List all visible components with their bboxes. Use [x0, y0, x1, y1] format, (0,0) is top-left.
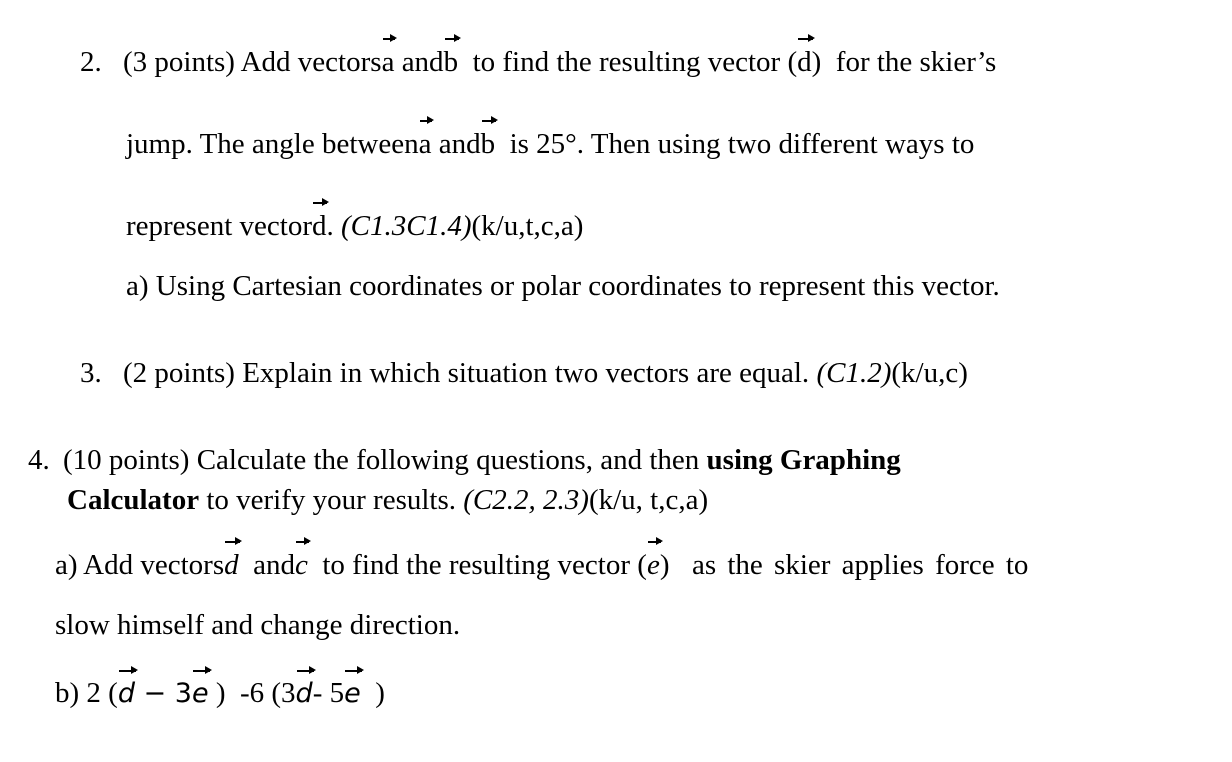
- q2-line-2: [126, 126, 974, 162]
- q4-bold-2: Calculator: [67, 484, 200, 516]
- q4-text-2a: to verify your results.: [199, 484, 464, 516]
- q4-part-b-text-4: - 5: [312, 677, 345, 709]
- q4-part-a-text-2: and: [238, 549, 295, 581]
- q4-part-b: [55, 675, 385, 712]
- vector-e-symbol: e: [192, 676, 209, 712]
- q4-part-a-line-2: [55, 607, 460, 643]
- q4-bold-1: using Graphing: [706, 444, 901, 476]
- q2-text-1a: (3 points) Add vectors: [123, 46, 382, 78]
- q2-number: 2.: [80, 46, 102, 78]
- vector-e-symbol: e: [344, 676, 361, 712]
- q4-criteria-code: (C2.2, 2.3): [463, 484, 589, 516]
- q2-text-3a: represent vector: [126, 210, 312, 242]
- q4-part-b-text-5: ): [360, 677, 385, 709]
- vector-b-symbol: b: [443, 46, 459, 78]
- vector-b-symbol: b: [480, 128, 496, 160]
- q4-part-a-text-3: to find the resulting vector (: [307, 549, 647, 581]
- vector-d-symbol: d: [311, 210, 327, 242]
- q2-text-2b: and: [431, 128, 481, 160]
- q4-part-b-text-2: − 3: [134, 678, 192, 709]
- q3-number: 3.: [80, 357, 102, 389]
- q4-number: 4.: [28, 444, 50, 476]
- q2-text-2c: is 25°. Then using two different ways to: [495, 128, 975, 160]
- q3-text: (2 points) Explain in which situation two vectors are equal.: [123, 357, 817, 389]
- q4-line-1: [28, 442, 901, 478]
- q2-line-1: [80, 44, 996, 80]
- vector-d-symbol: d: [224, 549, 239, 581]
- vector-d-symbol: d: [296, 676, 313, 712]
- vector-a-symbol: a: [418, 128, 432, 160]
- q2-criteria-code: (C1.3C1.4): [340, 210, 472, 242]
- q4-part-b-text-1: b) 2 (: [55, 677, 118, 709]
- q3-line: [80, 355, 968, 391]
- vector-e-symbol: e: [646, 549, 660, 581]
- q2-part-a: [126, 268, 1000, 304]
- q2-text-3b: .: [326, 210, 341, 242]
- q3-criteria-code: (C1.2): [816, 357, 892, 389]
- q4-line-2: [67, 482, 708, 518]
- vector-a-symbol: a: [381, 46, 395, 78]
- q3-criteria-tags: (k/u,c): [891, 357, 968, 389]
- q4-part-a-text-4: ) as the skier applies force to: [659, 549, 1029, 581]
- q4-part-b-text-3: ) -6 (3: [208, 677, 296, 709]
- q4-text-1a: (10 points) Calculate the following questions, and then: [63, 444, 707, 476]
- vector-c-symbol: c: [295, 549, 308, 581]
- q2-text-1d: ) for the skier’s: [811, 46, 997, 78]
- q2-line-3: [126, 208, 583, 244]
- q2-text-2a: jump. The angle between: [126, 128, 419, 160]
- vector-d-symbol: d: [797, 46, 812, 78]
- q2-criteria-tags: (k/u,t,c,a): [471, 210, 584, 242]
- q2-text-1c: to find the resulting vector (: [458, 46, 798, 78]
- q2-text-1b: and: [394, 46, 444, 78]
- vector-d-symbol: d: [118, 676, 135, 712]
- q4-part-a-line-1: [55, 547, 1028, 583]
- q2-part-a-text: a) Using Cartesian coordinates or polar coordinates to represent this vector.: [126, 270, 1000, 302]
- q4-part-a-text-5: slow himself and change direction.: [55, 609, 461, 641]
- q4-criteria-tags: (k/u, t,c,a): [588, 484, 709, 516]
- q4-part-a-text-1: a) Add vectors: [55, 549, 225, 581]
